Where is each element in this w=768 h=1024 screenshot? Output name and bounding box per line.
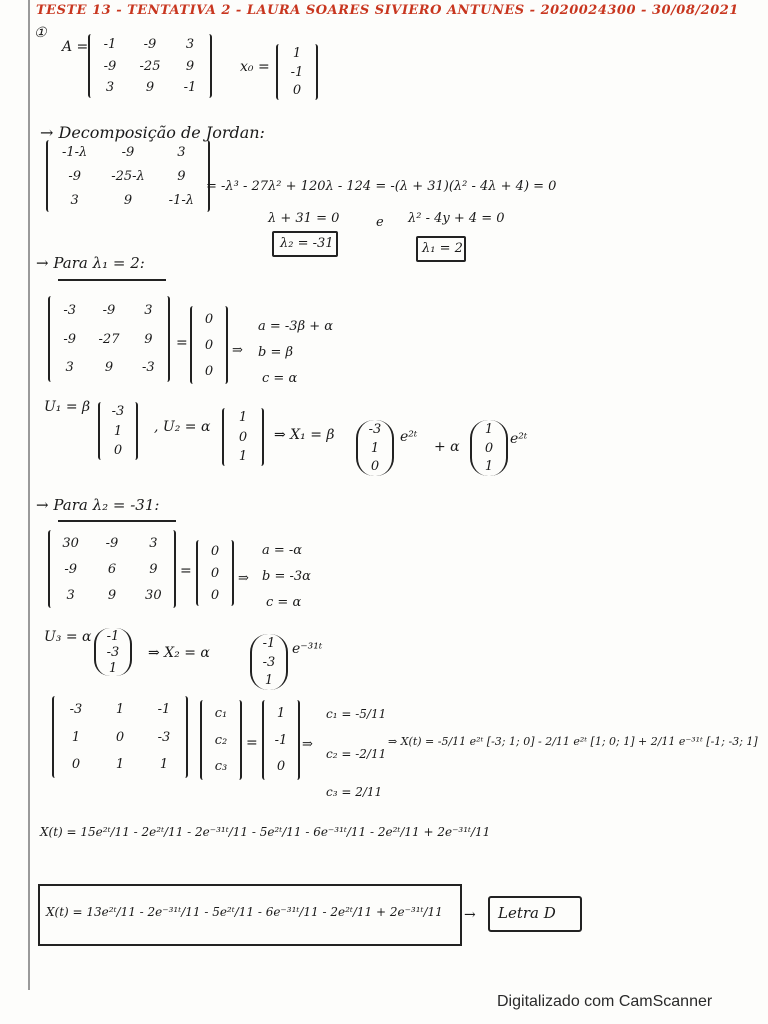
matrix-cell: 0 [370, 459, 380, 475]
x1-prefix: ⇒ X₁ = β [274, 427, 335, 443]
matrix-cell: -1 [290, 64, 304, 80]
matrix-cell: 1 [238, 448, 248, 464]
x0-vector [276, 44, 318, 100]
matrix-cell: 0 [238, 429, 248, 445]
matrix-cell: -27 [98, 331, 120, 347]
matrix-cell: 0 [484, 440, 494, 456]
matrix-cell: 9 [107, 587, 117, 603]
margin-line [28, 0, 30, 990]
conjunction-e: e [376, 215, 384, 230]
u3-vector [94, 628, 132, 676]
matrix-cell: 3 [105, 79, 115, 95]
x1-vector-1 [356, 420, 394, 476]
problem-number: ① [34, 25, 47, 41]
lambda1-box [416, 236, 466, 262]
matrix-cell: 1 [484, 421, 494, 437]
u1-vector [98, 402, 138, 460]
matrix-cell: -9 [102, 302, 116, 318]
matrix-cell: 1 [115, 702, 125, 718]
system-matrix [52, 696, 188, 778]
matrix-cell: 9 [185, 58, 195, 74]
matrix-cell: 0 [113, 442, 123, 458]
x1-vector-2 [470, 420, 508, 476]
xt-expansion: X(t) = 15e²ᵗ/11 - 2e²ᵗ/11 - 2e⁻³¹ᵗ/11 - 5e²ᵗ/11 - 6e⁻³¹ᵗ/11 - 2e²ᵗ/11 + 2e⁻³¹ᵗ/11 [40, 825, 491, 839]
u2-label: , U₂ = α [154, 419, 211, 435]
u2-vector [222, 408, 264, 466]
final-answer-box [38, 884, 462, 946]
scanner-watermark: Digitalizado com CamScanner [497, 993, 713, 1010]
matrix-cell: -3 [106, 644, 120, 660]
matrix-cell: c₁ [214, 705, 228, 721]
matrix-cell: 9 [104, 360, 114, 376]
matrix-cell: c₂ [214, 732, 228, 748]
matrix-cell: -3 [368, 421, 382, 437]
implies-arrow-2: ⇒ [238, 571, 249, 586]
matrix-cell: 6 [107, 561, 117, 577]
matrix-cell: -3 [111, 404, 125, 420]
lambda2-value: λ₂ = -31 [280, 236, 334, 251]
lambda2-box [272, 231, 338, 257]
matrix-cell: 0 [204, 363, 214, 379]
equals-sign-3: = [246, 735, 258, 751]
matrix-cell: -9 [105, 535, 119, 551]
matrix-cell: 1 [276, 705, 286, 721]
matrix-cell: -1-λ [168, 192, 194, 208]
sol-c-2: c = α [266, 595, 302, 610]
matrix-cell: 3 [65, 360, 74, 376]
matrix-cell: -25-λ [111, 168, 145, 184]
matrix-cell: 0 [292, 83, 302, 99]
matrix-cell: 9 [149, 561, 158, 577]
matrix-cell: 0 [204, 311, 214, 327]
matrix-cell: 1 [71, 729, 81, 745]
jordan-title: → Decomposição de Jordan: [40, 123, 265, 142]
matrix-cell: -1 [262, 635, 276, 651]
sol-b-1: b = β [258, 345, 293, 360]
equals-sign: = [176, 335, 188, 351]
matrix-cell: 9 [123, 192, 133, 208]
matrix-cell: -9 [63, 331, 76, 347]
matrix-cell: 1 [292, 45, 302, 61]
matrix-cell: -9 [143, 37, 157, 53]
matrix-cell: 1 [108, 660, 118, 676]
matrix-cell: 1 [238, 410, 248, 426]
matrix-cell: -25 [139, 58, 161, 74]
matrix-cell: -3 [157, 729, 171, 745]
exp-2t-2: e²ᵗ [510, 431, 528, 447]
matrix-a [88, 34, 212, 98]
matrix-cell: c₃ [214, 759, 228, 775]
matrix-cell: 30 [62, 535, 79, 551]
letra-answer: Letra D [498, 904, 556, 922]
matrix-cell: -1-λ [62, 144, 88, 160]
x2-prefix: ⇒ X₂ = α [148, 645, 210, 661]
x2-vector [250, 634, 288, 690]
u1-label: U₁ = β [44, 399, 91, 415]
c2-value: c₂ = -2/11 [326, 747, 387, 761]
matrix-cell: -3 [69, 702, 83, 718]
matrix-cell: 0 [71, 756, 81, 772]
u3-label: U₃ = α [44, 629, 92, 645]
sol-c-1: c = α [262, 371, 298, 386]
matrix-cell: 0 [210, 587, 220, 603]
matrix-cell: -9 [103, 58, 117, 74]
lambda1-matrix [48, 296, 170, 382]
matrix-cell: -1 [103, 37, 117, 53]
c-vector [200, 700, 242, 780]
exp-m31t: e⁻³¹ᵗ [292, 641, 323, 657]
matrix-cell: -9 [64, 561, 77, 577]
implies-arrow-3: ⇒ [302, 737, 313, 752]
root1-equation: λ + 31 = 0 [268, 211, 340, 226]
matrix-cell: -3 [63, 302, 76, 318]
matrix-cell: -1 [157, 702, 171, 718]
matrix-cell: 0 [276, 759, 286, 775]
matrix-cell: -9 [68, 168, 81, 184]
lambda1-value: λ₁ = 2 [422, 241, 463, 256]
matrix-cell: 3 [66, 587, 75, 603]
matrix-cell: 3 [70, 192, 79, 208]
equals-sign-2: = [180, 563, 192, 579]
matrix-cell: 1 [370, 440, 380, 456]
matrix-cell: 1 [113, 423, 123, 439]
matrix-cell: 9 [144, 331, 153, 347]
matrix-cell: -1 [183, 79, 197, 95]
char-polynomial: = -λ³ - 27λ² + 120λ - 124 = -(λ + 31)(λ² - 4λ + 4) = 0 [206, 179, 557, 194]
matrix-cell: 0 [204, 337, 214, 353]
matrix-cell: -9 [121, 144, 135, 160]
matrix-cell: -3 [262, 654, 276, 670]
zero-vector-1 [190, 306, 228, 384]
para-lambda1-underline [58, 279, 166, 281]
matrix-cell: 0 [210, 565, 220, 581]
header-line: TESTE 13 - TENTATIVA 2 - LAURA SOARES SIVIERO ANTUNES - 2020024300 - 30/08/2021 [36, 3, 739, 18]
implies-arrow-1: ⇒ [232, 343, 243, 358]
c3-value: c₃ = 2/11 [326, 785, 383, 799]
sol-a-1: a = -3β + α [258, 319, 334, 334]
matrix-cell: -1 [106, 628, 120, 644]
matrix-cell: 3 [185, 37, 195, 53]
exp-2t-1: e²ᵗ [400, 429, 418, 445]
rhs-vector [262, 700, 300, 780]
matrix-cell: 9 [145, 79, 155, 95]
sol-b-2: b = -3α [262, 569, 311, 584]
final-answer: X(t) = 13e²ᵗ/11 - 2e⁻³¹ᵗ/11 - 5e²ᵗ/11 - 6e⁻³¹ᵗ/11 - 2e²ᵗ/11 + 2e⁻³¹ᵗ/11 [46, 905, 443, 919]
lambda2-matrix [48, 530, 176, 608]
matrix-cell: 3 [144, 302, 153, 318]
matrix-cell: -1 [274, 732, 288, 748]
char-matrix [46, 140, 210, 212]
matrix-a-label: A = [62, 39, 89, 55]
matrix-cell: 1 [115, 756, 125, 772]
xt-combination: ⇒ X(t) = -5/11 e²ᵗ [-3; 1; 0] - 2/11 e²ᵗ [1; 0; 1] + 2/11 e⁻³¹ᵗ [-1; -3; 1] [388, 735, 758, 748]
root2-equation: λ² - 4y + 4 = 0 [408, 211, 505, 226]
matrix-cell: 3 [149, 535, 158, 551]
matrix-cell: 0 [115, 729, 125, 745]
para-lambda2-title: → Para λ₂ = -31: [36, 496, 160, 514]
sol-a-2: a = -α [262, 543, 303, 558]
para-lambda2-underline [58, 520, 176, 522]
zero-vector-2 [196, 540, 234, 606]
matrix-cell: 0 [210, 543, 220, 559]
matrix-cell: 30 [145, 587, 162, 603]
matrix-cell: 1 [484, 459, 494, 475]
arrow-to-letra: → [464, 907, 476, 923]
matrix-cell: 3 [177, 144, 186, 160]
para-lambda1-title: → Para λ₁ = 2: [36, 254, 145, 272]
matrix-cell: -3 [141, 360, 155, 376]
matrix-cell: 9 [177, 168, 186, 184]
matrix-cell: 1 [159, 756, 169, 772]
x0-label: x₀ = [240, 59, 270, 75]
plus-alpha: + α [434, 439, 460, 455]
c1-value: c₁ = -5/11 [326, 707, 387, 721]
matrix-cell: 1 [264, 673, 274, 689]
letra-box [488, 896, 582, 932]
